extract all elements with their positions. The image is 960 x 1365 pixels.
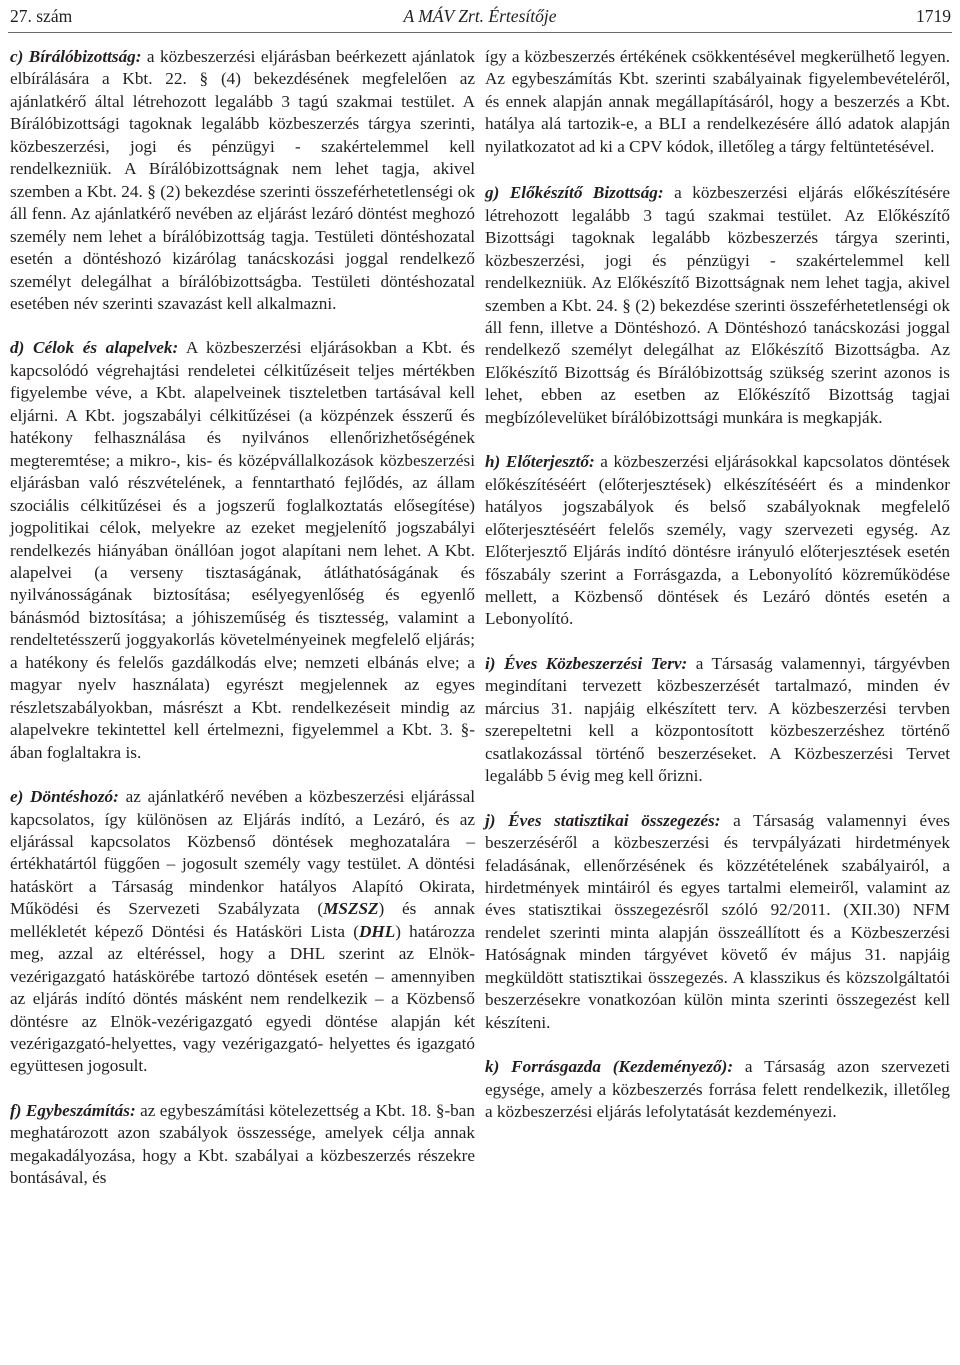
left-column <box>10 46 475 1212</box>
page-number: 1719 <box>916 6 951 26</box>
definition-donteshozo <box>10 786 475 1078</box>
definition-term: j) Éves statisztikai összegezés: <box>485 810 721 830</box>
definition-term: g) Előkészítő Bizottság: <box>485 183 664 203</box>
definition-text: a közbeszerzési eljárás előkészítésére létrehozott legalább 3 tagú szakmai testület. Az Előkészítő Bizottsági tagoknak legalább közbeszerzés tárgya szerinti, közbeszerzési, jogi és pénzügyi - szakértelemmel kell rendelkezniük. Az Előkészítő Bizottságnak nem lehet tagja, akivel szemben a Kbt. 24. § (2) bekezdése szerinti összeférhetetlenségi ok áll fenn, illetve a Döntéshozó. A Döntéshozó tanácskozási joggal rendelkező személyt delegálhat az Előkészítő Bizottságba. Az Előkészítő Bizottság és Bírálóbizottság szükség szerint azonos is lehet, ebben az esetben az Előkészítő Bizottság tagjai megbízólevelüket bírálóbizottsági munkára is megkapják. <box>485 183 950 427</box>
definition-bizottsag <box>10 46 475 315</box>
definition-term: i) Éves Közbeszerzési Terv: <box>485 653 688 673</box>
definition-term: k) Forrásgazda (Kezdeményező): <box>485 1057 734 1077</box>
definition-text: a közbeszerzési eljárásban beérkezett ajánlatok elbírálására a Kbt. 22. § (4) bekezdésének megfelelően az ajánlatkérő által létrehozott legalább 3 tagú szakmai testület. A Bírálóbizottsági tagoknak legalább közbeszerzés tárgya szerinti, közbeszerzési, jogi és pénzügyi - szakértelemmel kell rendelkezniük. A Bírálóbizottságnak nem lehet tagja, akivel szemben a Kbt. 24. § (2) bekezdése szerinti összeférhetetlenségi ok áll fenn. Az ajánlatkérő nevében az eljárást lezáró döntést meghozó személy nem lehet a bírálóbizottság tagja. Testületi döntéshozatal esetén a döntéshozó kizárólag tanácskozási joggal rendelkező személyt delegálhat a bírálóbizottságba. Testületi döntéshozatal esetében név szerinti szavazást kell alkalmazni. <box>10 47 475 313</box>
definition-elokeszito-bizottsag <box>485 182 950 429</box>
definition-text: az egybeszámítási kötelezettség a Kbt. 18. §-ban meghatározott azon szabályok összessége, amelyek célja annak megakadályozása, hogy a Kbt. szabályai a közbeszerzés részekre bontásával, és <box>10 1100 475 1188</box>
definition-text: A közbeszerzési eljárásokban a Kbt. és kapcsolódó végrehajtási rendeletei célkitűzéseit teljes mértékben figyelembe véve, a Kbt. alapelveinek tiszteletben tartásával kell eljárni. A Kbt. jogszabályi célkitűzései (a közpénzek ésszerű és hatékony felhasználása és nyilvános ellenőrizhetőségének megteremtése; a mikro-, kis- és középvállalkozások közbeszerzési eljárásban való részvételének, a fenntartható fejlődés, az állam szociális célkitűzései és a jogszerű foglalkoztatás elősegítése) jogpolitikai célok, melyekre az ezeket megjelenítő jogszabályi rendelkezés hiányában önállóan jogot alapítani nem lehet. A Kbt. alapelvei (a verseny tisztaságának, átláthatóságának és nyilvánosságának biztosítása; esélyegyenlőség és egyenlő bánásmód biztosítása; a jóhiszeműség és tisztesség, valamint a rendeltetésszerű joggyakorlás követelményeinek megfelelő eljárás; a hatékony és felelős gazdálkodás elve; nemzeti elbánás elve; a magyar nyelv használata) egyrészt megjelennek az egyes részletszabályokban, másrészt a Kbt. rendelkezéseit mindig az alapelvekre tekintettel kell értelmezni, figyelemmel a Kbt. 3. §-ában foglaltakra is. <box>10 338 475 762</box>
definition-forrasgazda <box>485 1056 950 1123</box>
publication-title: A MÁV Zrt. Értesítője <box>403 6 557 26</box>
definition-eves-osszegezes <box>485 810 950 1035</box>
definition-term: d) Célok és alapelvek: <box>10 338 179 358</box>
definition-text: ) határozza meg, azzal az eltéréssel, hogy a DHL szerint az Elnök-vezérigazgató hatáskörébe tartozó döntések esetén – amennyiben az eljárás indító döntés másként nem rendelkezik – a Közbenső döntésre az Elnök-vezérigazgató egyedi döntése alapján két vezérigazgató-helyettes, vagy vezérigazgató- helyettes és igazgató együttesen jogosult. <box>10 921 475 1076</box>
page-header <box>0 0 960 32</box>
issue-number: 27. szám <box>10 6 73 26</box>
definition-eves-terv <box>485 653 950 788</box>
definition-text: a Társaság azon szervezeti egysége, amely a közbeszerzés forrása felett rendelkezik, illetőleg a közbeszerzési eljárás lefolytatását kezdeményezi. <box>485 1057 950 1122</box>
definition-text: ) és annak mellékletét képező Döntési és Hatásköri Lista ( <box>10 899 475 941</box>
definition-egybeszamitas-continued <box>485 46 950 158</box>
definition-text: így a közbeszerzés értékének csökkentésével megkerülhető legyen. Az egybeszámítás Kbt. szerinti szabályainak figyelembevételéről, és ennek alapján annak megállapításáról, hogy a beszerzés a Kbt. hatálya alá tartozik-e, a BLI a rendelkezésére álló adatok alapján nyilatkozatot ad ki a CPV kódok, illetőleg a tárgy feltüntetésével. <box>485 47 950 156</box>
definition-text: az ajánlatkérő nevében a közbeszerzési eljárással kapcsolatos, így különösen az Eljárás indító, a Lezáró, és az eljárással kapcsolatos Közbenső döntések meghozatalára – értékhatártól függően – jogosult személy vagy testület. A döntési hatáskört a Társaság mindenkor hatályos Alapító Okirata, Működési és Szervezeti Szabályzata ( <box>10 787 475 919</box>
emphasis-abbreviation: DHL <box>358 921 396 941</box>
emphasis-abbreviation: MSZSZ <box>323 899 379 919</box>
definition-text: a Társaság valamennyi, tárgyévben megindítani tervezett közbeszerzését tartalmazó, minden év március 31. napjáig elkészített terv. A közbeszerzési tervben szerepeltetni kell a központosított közbeszerzéshez történő csatlakozással történő beszerzéseket. A Közbeszerzési Tervet legalább 5 évig meg kell őrizni. <box>485 653 950 786</box>
right-column <box>485 46 950 1145</box>
definition-term: f) Egybeszámítás: <box>10 1100 136 1120</box>
definition-term: c) Bírálóbizottság: <box>10 47 142 66</box>
definition-celok <box>10 337 475 764</box>
header-divider <box>8 32 952 33</box>
definition-term: e) Döntéshozó: <box>10 787 119 807</box>
definition-egybeszamitas <box>10 1100 475 1190</box>
definition-term: h) Előterjesztő: <box>485 452 595 472</box>
definition-eloterjeszto <box>485 451 950 631</box>
definition-text: a Társaság valamennyi éves beszerzéséről a közbeszerzési és tervpályázati hirdetmények feladásának, ellenőrzésének és közzétételének szabályairól, a hirdetmények mintáiról és egyes tartalmi elemeiről, valamint az éves statisztikai összegezésről szóló 92/2011. (XII.30) NFM rendelet szerinti minta alapján összeállított és a Közbeszerzési Hatóságnak minden tárgyévet követő év május 31. napjáig megküldött statisztikai összegezés. A klasszikus és közszolgáltatói beszerzésekre vonatkozóan külön minta szerinti összegezést kell készíteni. <box>485 810 950 1032</box>
definition-text: a közbeszerzési eljárásokkal kapcsolatos döntések előkészítéséért (előterjesztések) elkészítéséért és a mindenkor hatályos jogszabályok és belső szabályoknak megfelelő előterjesztéséért felelős személy, vagy szervezeti egység. Az Előterjesztő Eljárás indító döntésre irányuló előterjesztések esetén főszabály szerint a Forrásgazda, a Lebonyolító közreműködése mellett, a Közbenső döntések és Lezáró döntés esetén a Lebonyolító. <box>485 452 950 629</box>
